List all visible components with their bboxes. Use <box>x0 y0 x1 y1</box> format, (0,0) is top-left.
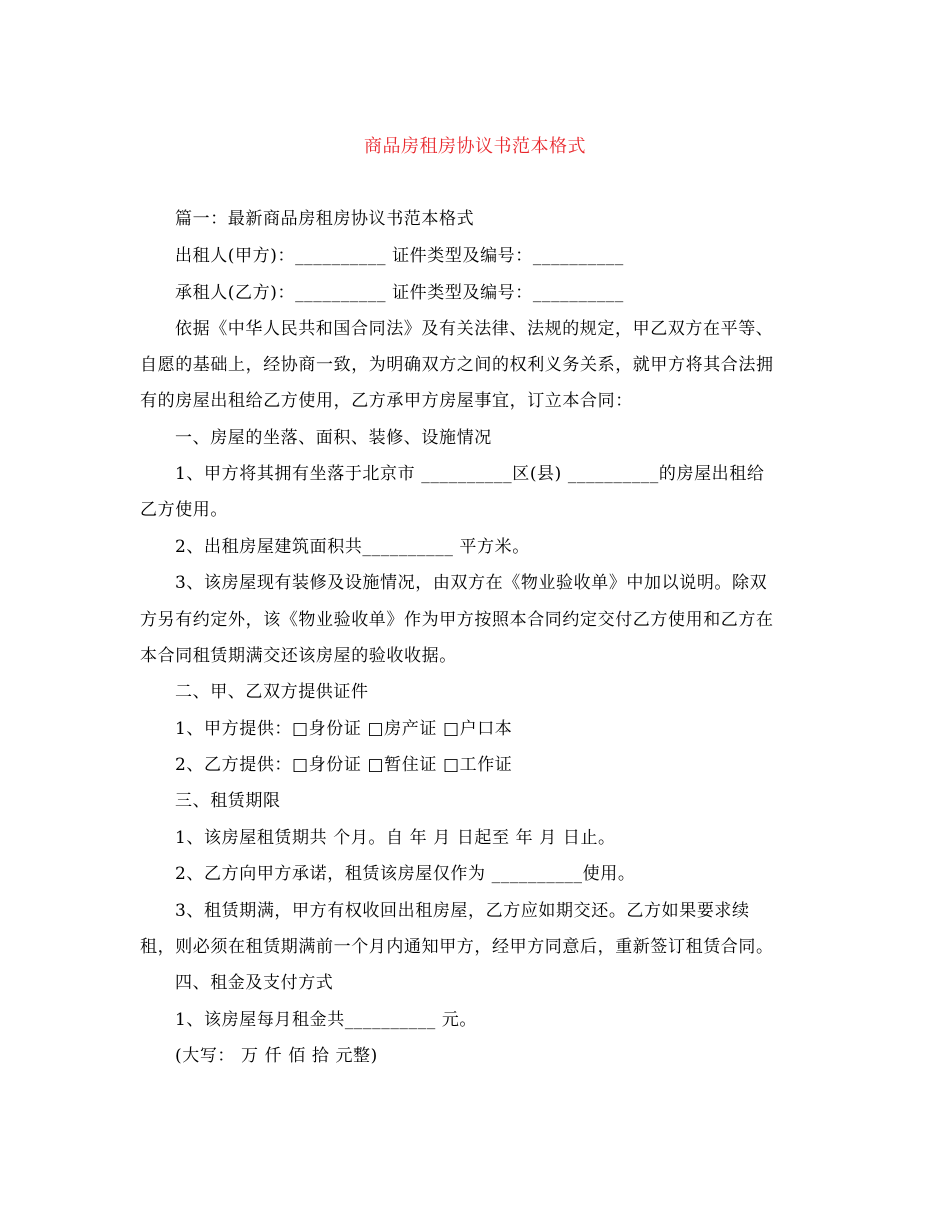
paragraph-line: 2、乙方提供：□身份证 □暂住证 □工作证 <box>175 755 513 775</box>
section-heading-1: 篇一：最新商品房租房协议书范本格式 <box>175 209 475 229</box>
document-title: 商品房租房协议书范本格式 <box>364 136 586 157</box>
paragraph-line: 方另有约定外，该《物业验收单》作为甲方按照本合同约定交付乙方使用和乙方在 <box>140 610 774 630</box>
paragraph-line: 乙方使用。 <box>140 500 228 520</box>
paragraph-line: 2、出租房屋建筑面积共__________ 平方米。 <box>175 537 530 557</box>
paragraph-line: 3、租赁期满，甲方有权收回出租房屋，乙方应如期交还。乙方如果要求续 <box>175 901 750 921</box>
lessor-line: 出租人(甲方)：__________ 证件类型及编号：__________ <box>175 246 624 266</box>
paragraph-line: 1、该房屋租赁期共 个月。自 年 月 日起至 年 月 日止。 <box>175 828 616 848</box>
section-heading: 三、租赁期限 <box>175 791 281 811</box>
section-heading: 二、甲、乙双方提供证件 <box>175 682 369 702</box>
paragraph-line: 2、乙方向甲方承诺，租赁该房屋仅作为 __________使用。 <box>175 864 636 884</box>
section-heading: 四、租金及支付方式 <box>175 973 334 993</box>
paragraph-line: 1、该房屋每月租金共__________ 元。 <box>175 1010 478 1030</box>
paragraph-line: (大写： 万 仟 佰 拾 元整) <box>175 1046 378 1066</box>
paragraph-line: 1、甲方提供：□身份证 □房产证 □户口本 <box>175 719 513 739</box>
paragraph-line: 本合同租赁期满交还该房屋的验收收据。 <box>140 646 457 666</box>
paragraph-line: 租，则必须在租赁期满前一个月内通知甲方，经甲方同意后，重新签订租赁合同。 <box>140 937 774 957</box>
lessee-line: 承租人(乙方)：__________ 证件类型及编号：__________ <box>175 283 624 303</box>
section-heading: 一、房屋的坐落、面积、装修、设施情况 <box>175 428 492 448</box>
paragraph-line: 有的房屋出租给乙方使用，乙方承甲方房屋事宜，订立本合同： <box>140 391 633 411</box>
paragraph-line: 自愿的基础上，经协商一致，为明确双方之间的权利义务关系，就甲方将其合法拥 <box>140 355 774 375</box>
paragraph-line: 1、甲方将其拥有坐落于北京市 __________区(县) __________的房屋出租给 <box>175 464 765 484</box>
paragraph-line: 依据《中华人民共和国合同法》及有关法律、法规的规定，甲乙双方在平等、 <box>175 319 774 339</box>
paragraph-line: 3、该房屋现有装修及设施情况，由双方在《物业验收单》中加以说明。除双 <box>175 573 768 593</box>
